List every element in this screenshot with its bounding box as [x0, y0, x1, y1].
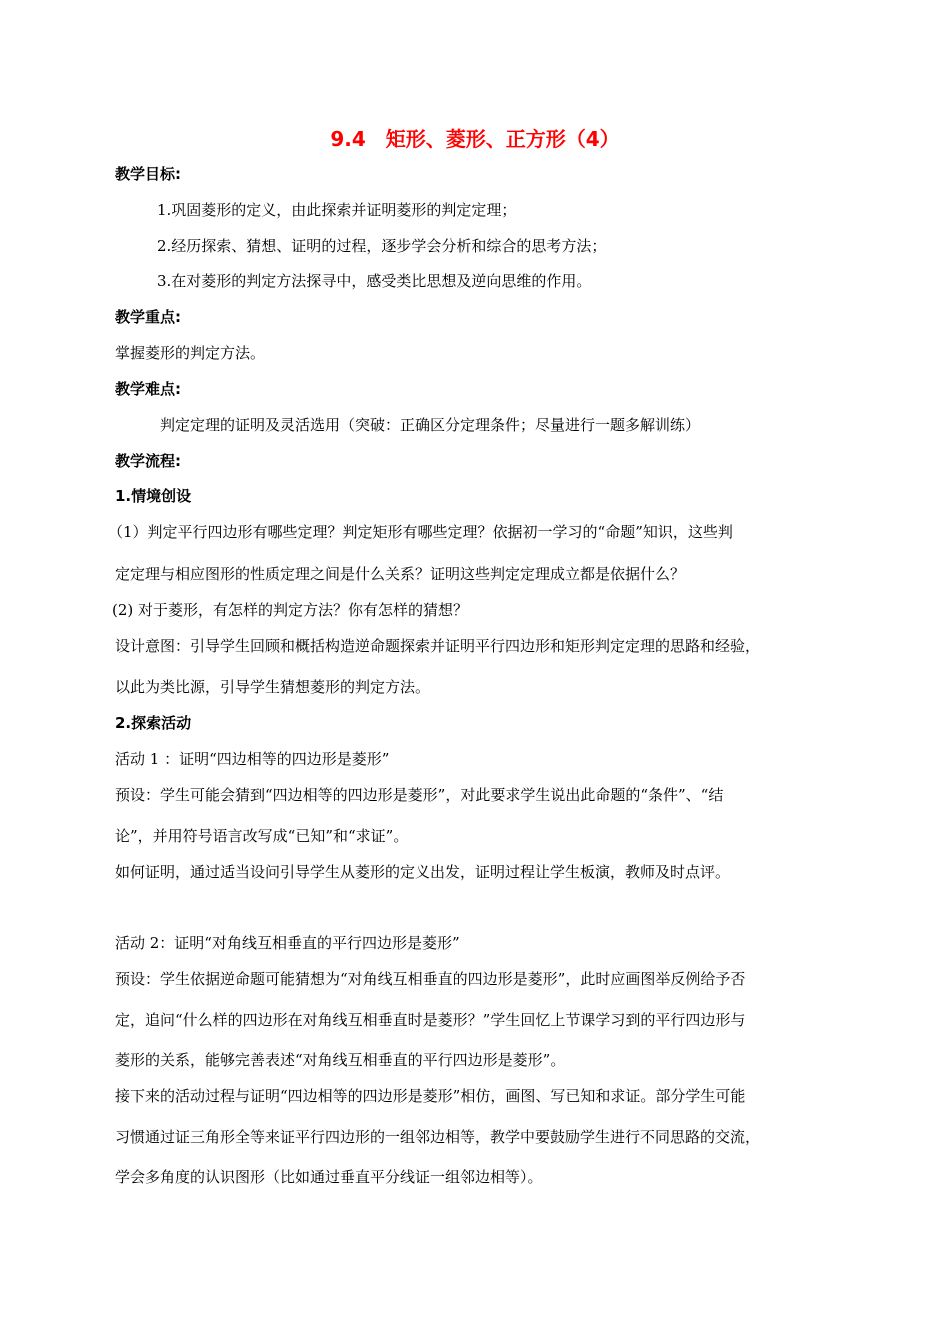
activity2-preset-line2: 定，追问“什么样的四边形在对角线互相垂直时是菱形？”学生回忆上节课学习到的平行四边形与 [115, 1011, 746, 1029]
activity1-preset-line1: 预设：学生可能会猜到“四边相等的四边形是菱形”，对此要求学生说出此命题的“条件”、“结 [115, 786, 724, 804]
objective-item-1: 1.巩固菱形的定义，由此探索并证明菱形的判定定理； [157, 201, 517, 219]
activity2-next-line3: 学会多角度的认识图形（比如通过垂直平分线证一组邻边相等）。 [115, 1168, 543, 1186]
activity2-preset-line3: 菱形的关系，能够完善表述“对角线互相垂直的平行四边形是菱形”。 [115, 1051, 566, 1069]
activity2-next-line1: 接下来的活动过程与证明“四边相等的四边形是菱形”相仿，画图、写已知和求证。部分学生可能 [115, 1087, 746, 1105]
key-points-heading: 教学重点: [115, 308, 181, 326]
activity2-preset-line1: 预设：学生依据逆命题可能猜想为“对角线互相垂直的四边形是菱形”，此时应画图举反例给予否 [115, 970, 746, 988]
difficulties-heading: 教学难点: [115, 380, 181, 398]
objective-item-3: 3.在对菱形的判定方法探寻中，感受类比思想及逆向思维的作用。 [157, 272, 592, 290]
section1-design-line2: 以此为类比源，引导学生猜想菱形的判定方法。 [115, 678, 431, 696]
activity1-preset-line2: 论”，并用符号语言改写成“已知”和“求证”。 [115, 827, 409, 845]
process-heading: 教学流程: [115, 452, 181, 470]
section1-question2: (2) 对于菱形，有怎样的判定方法？你有怎样的猜想？ [112, 601, 469, 619]
section1-design-line1: 设计意图：引导学生回顾和概括构造逆命题探索并证明平行四边形和矩形判定定理的思路和经验， [115, 637, 761, 655]
page-title: 9.4 矩形、菱形、正方形（4） [330, 127, 620, 151]
section1-question1-line1: （1）判定平行四边形有哪些定理？判定矩形有哪些定理？依据初一学习的“命题”知识，这些判 [108, 523, 733, 541]
activity1-how: 如何证明，通过适当设问引导学生从菱形的定义出发，证明过程让学生板演，教师及时点评。 [115, 863, 731, 881]
section1-heading: 1.情境创设 [115, 487, 192, 505]
activity2-title: 活动 2：证明“对角线互相垂直的平行四边形是菱形” [115, 934, 460, 952]
activity2-next-line2: 习惯通过证三角形全等来证平行四边形的一组邻边相等，教学中要鼓励学生进行不同思路的交流， [115, 1128, 761, 1146]
difficulties-text: 判定定理的证明及灵活选用（突破：正确区分定理条件；尽量进行一题多解训练） [160, 416, 701, 434]
activity1-title: 活动 1 ：证明“四边相等的四边形是菱形” [115, 750, 390, 768]
objectives-heading: 教学目标: [115, 165, 181, 183]
section1-question1-line2: 定定理与相应图形的性质定理之间是什么关系？证明这些判定定理成立都是依据什么？ [115, 565, 686, 583]
section2-heading: 2.探索活动 [115, 714, 192, 732]
key-points-text: 掌握菱形的判定方法。 [115, 344, 266, 362]
objective-item-2: 2.经历探索、猜想、证明的过程，逐步学会分析和综合的思考方法； [157, 237, 607, 255]
